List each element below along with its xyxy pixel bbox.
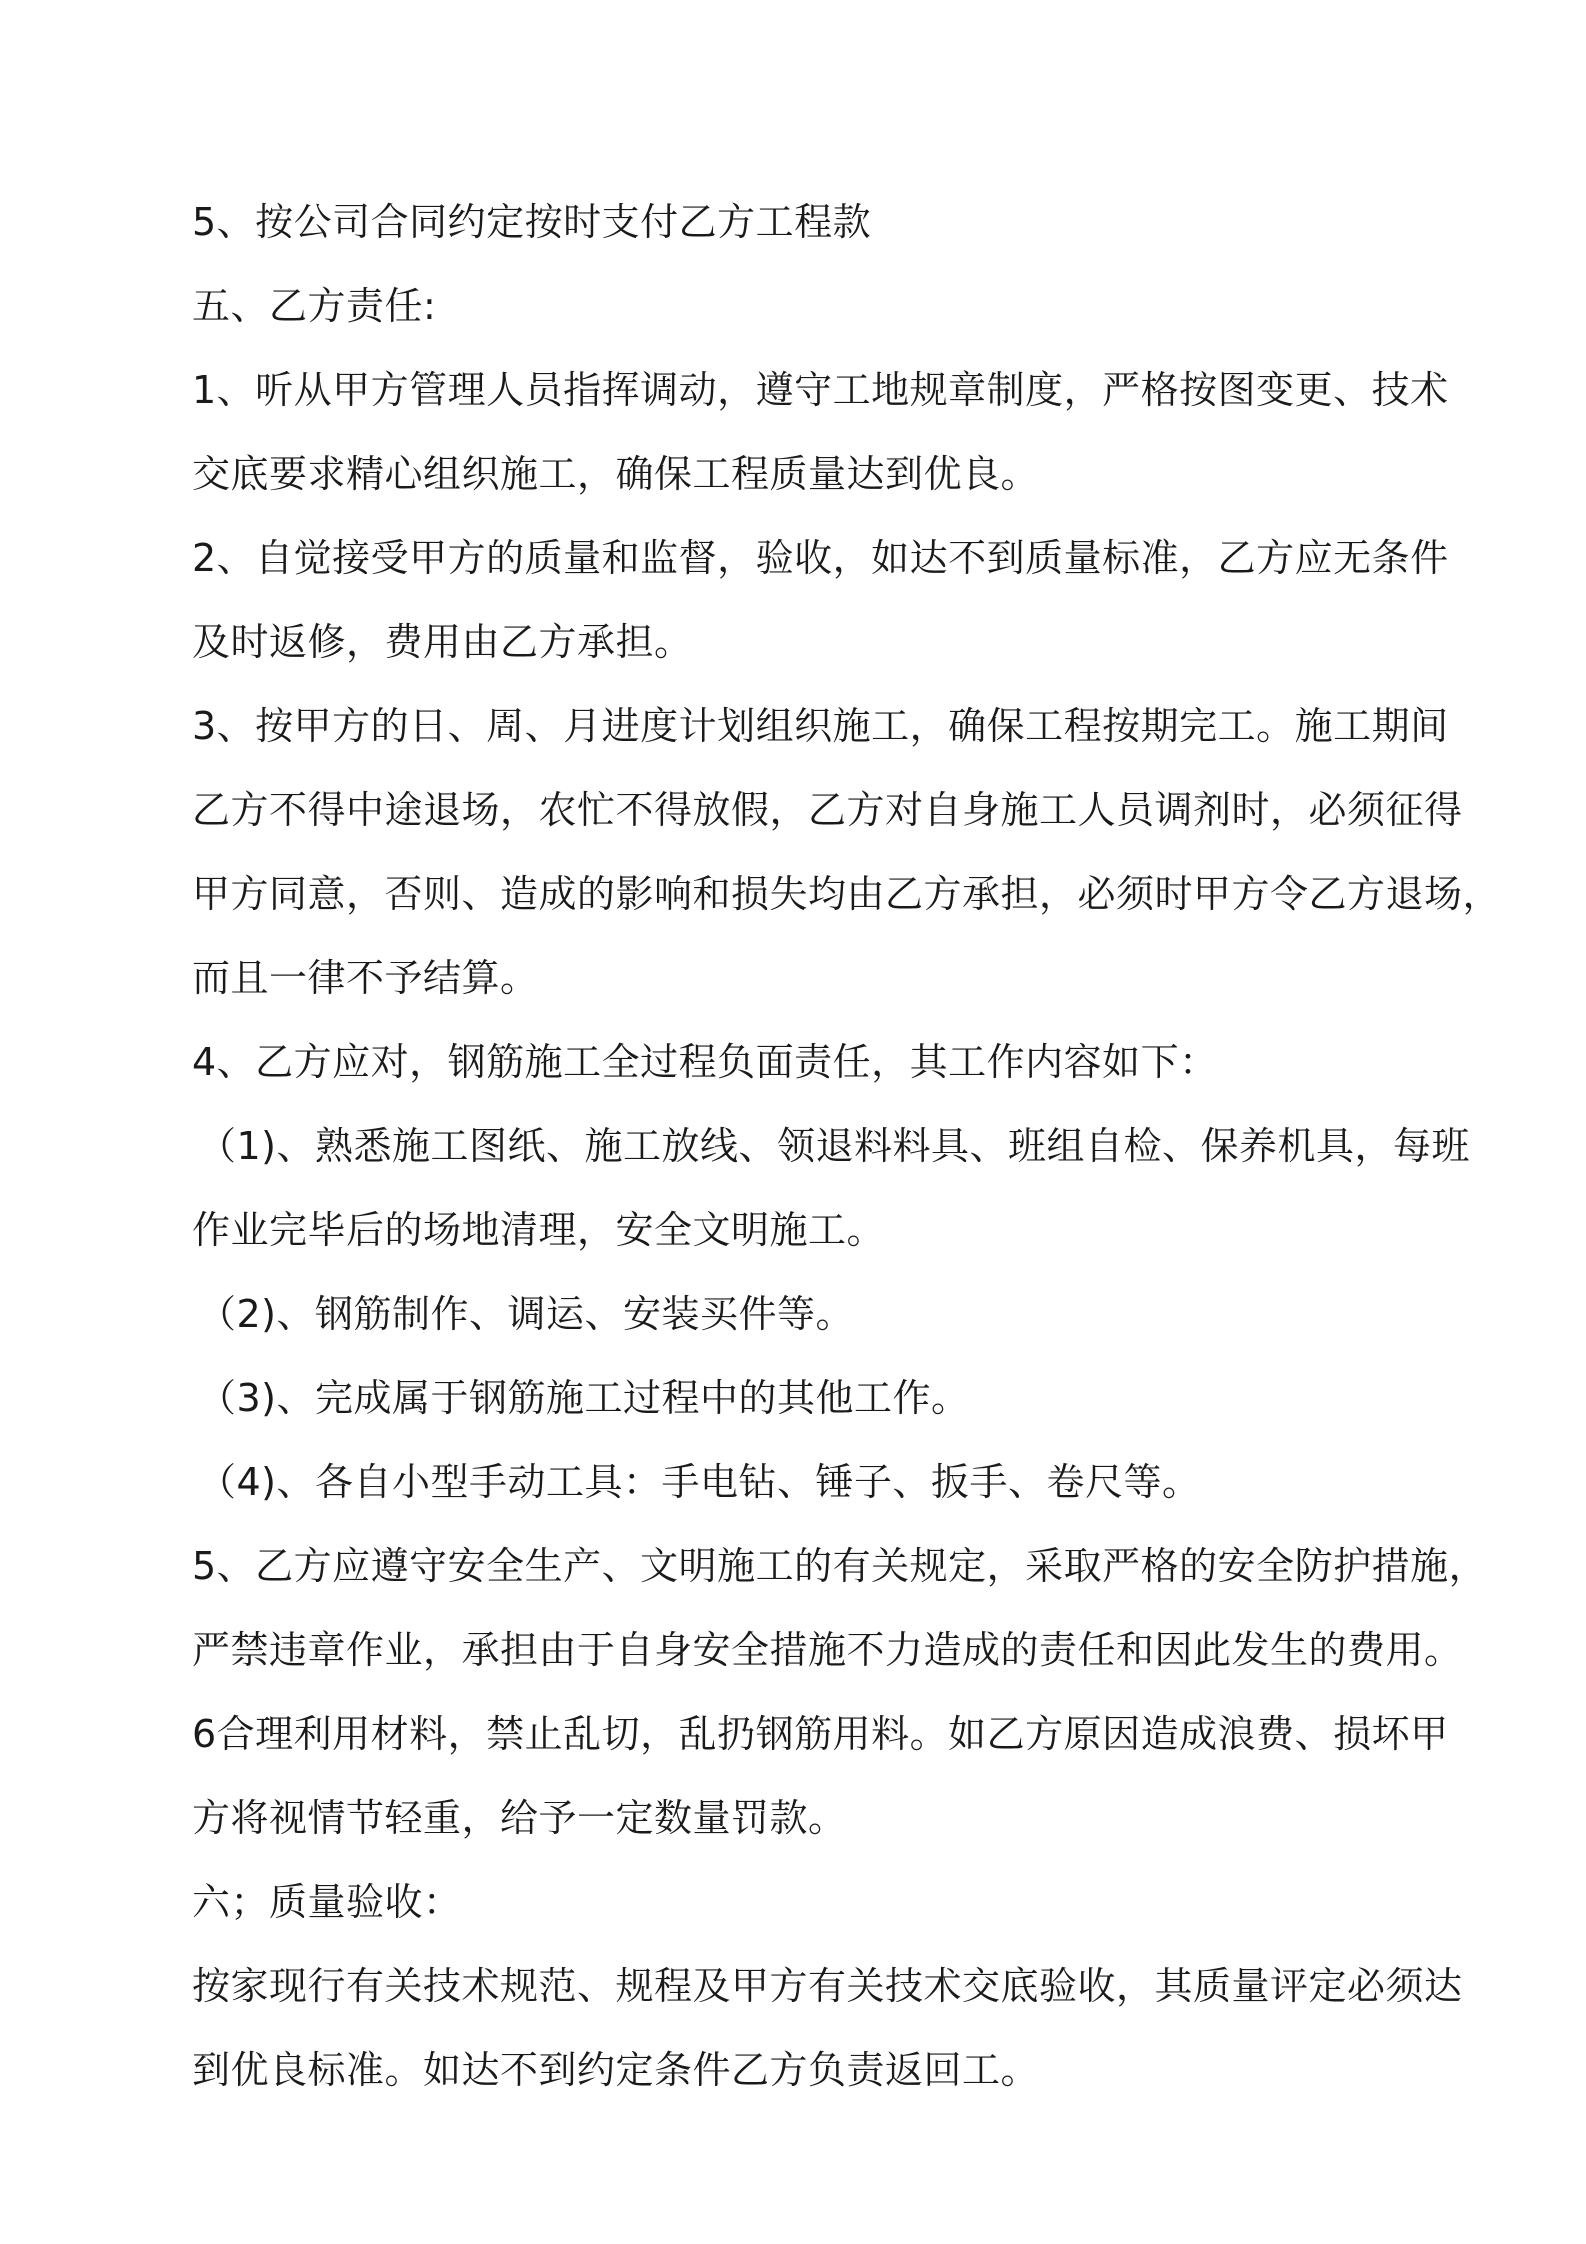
- clause-4-line-1: 4、乙方应对，钢筋施工全过程负面责任，其工作内容如下：: [192, 1040, 1218, 1084]
- section-5-heading: 五、乙方责任:: [192, 284, 437, 328]
- clause-1-line-1: 1、听从甲方管理人员指挥调动，遵守工地规章制度，严格按图变更、技术: [192, 368, 1449, 412]
- clause-1-line-2: 交底要求精心组织施工，确保工程质量达到优良。: [192, 452, 1040, 496]
- quality-line-1: 按家现行有关技术规范、规程及甲方有关技术交底验收，其质量评定必须达: [192, 1964, 1463, 2008]
- clause-2-line-2: 及时返修，费用由乙方承担。: [192, 620, 693, 664]
- quality-line-2: 到优良标准。如达不到约定条件乙方负责返回工。: [192, 2048, 1040, 2092]
- section-6-heading: 六；质量验收：: [192, 1880, 462, 1924]
- clause-5-payment: 5、按公司合同约定按时支付乙方工程款: [192, 200, 872, 244]
- subclause-1-line-2: 作业完毕后的场地清理，安全文明施工。: [192, 1208, 886, 1252]
- subclause-2: （2)、钢筋制作、调运、安装买件等。: [198, 1292, 855, 1336]
- clause-6-line-2: 方将视情节轻重，给予一定数量罚款。: [192, 1796, 847, 1840]
- clause-5-line-2: 严禁违章作业，承担由于自身安全措施不力造成的责任和因此发生的费用。: [192, 1628, 1463, 1672]
- subclause-1-line-1: （1)、熟悉施工图纸、施工放线、领退料料具、班组自检、保养机具，每班: [198, 1124, 1471, 1168]
- clause-6-line-1: 6合理利用材料，禁止乱切，乱扔钢筋用料。如乙方原因造成浪费、损坏甲: [192, 1712, 1449, 1756]
- subclause-4: （4)、各自小型手动工具：手电钻、锤子、扳手、卷尺等。: [198, 1460, 1201, 1504]
- clause-3-line-2: 乙方不得中途退场，农忙不得放假，乙方对自身施工人员调剂时，必须征得: [192, 788, 1463, 832]
- clause-3-line-4: 而且一律不予结算。: [192, 956, 539, 1000]
- clause-2-line-1: 2、自觉接受甲方的质量和监督，验收，如达不到质量标准，乙方应无条件: [192, 536, 1449, 580]
- clause-3-line-1: 3、按甲方的日、周、月进度计划组织施工，确保工程按期完工。施工期间: [192, 704, 1449, 748]
- clause-5-line-1: 5、乙方应遵守安全生产、文明施工的有关规定，采取严格的安全防护措施，: [192, 1544, 1488, 1588]
- clause-3-line-3: 甲方同意，否则、造成的影响和损失均由乙方承担，必须时甲方令乙方退场，: [192, 872, 1502, 916]
- document-body: [192, 180, 1502, 2112]
- subclause-3: （3)、完成属于钢筋施工过程中的其他工作。: [198, 1376, 970, 1420]
